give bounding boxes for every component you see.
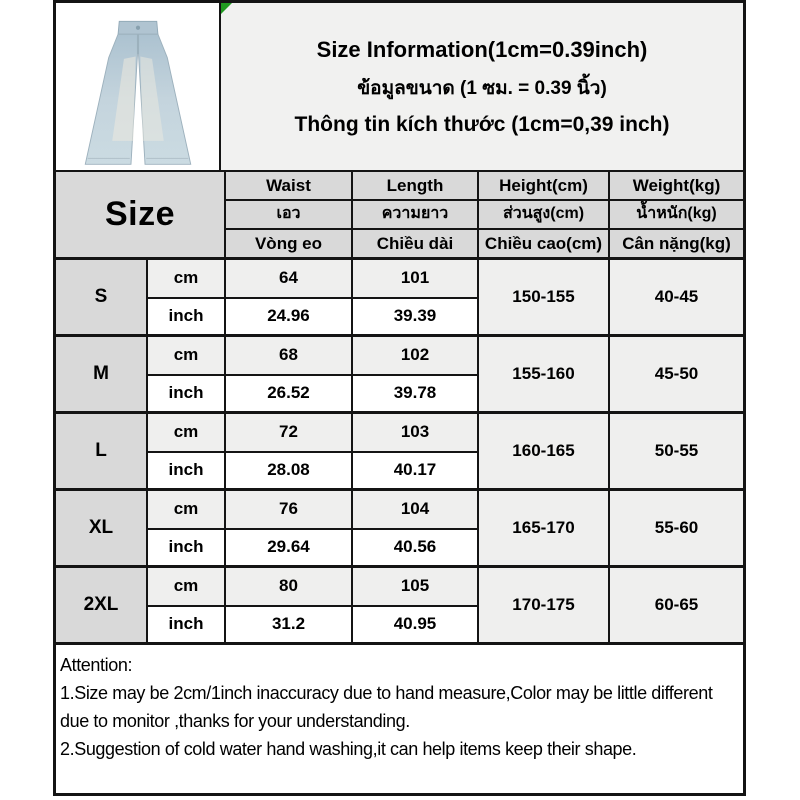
- s-length-inch: 39.39: [353, 299, 479, 338]
- s-weight: 40-45: [610, 260, 743, 337]
- title-vietnamese: Thông tin kích thước (1cm=0,39 inch): [294, 112, 670, 136]
- unit-inch: inch: [148, 376, 226, 415]
- title-block: [221, 3, 743, 170]
- col-header-weight-vi: Cân nặng(kg): [610, 230, 743, 260]
- xl-length-cm: 104: [353, 491, 479, 530]
- row-size-s: S: [56, 260, 148, 337]
- col-header-length-en: Length: [353, 172, 479, 201]
- m-weight: 45-50: [610, 337, 743, 414]
- s-waist-inch: 24.96: [226, 299, 353, 338]
- col-header-length-th: ความยาว: [353, 201, 479, 230]
- row-size-l: L: [56, 414, 148, 491]
- s-height: 150-155: [479, 260, 610, 337]
- m-waist-cm: 68: [226, 337, 353, 376]
- attention-line: 1.Size may be 2cm/1inch inaccuracy due to hand measure,Color may be little different: [60, 683, 713, 703]
- col-header-weight-th: น้ำหนัก(kg): [610, 201, 743, 230]
- title-thai: ข้อมูลขนาด (1 ซม. = 0.39 นิ้ว): [357, 77, 607, 99]
- l-length-cm: 103: [353, 414, 479, 453]
- col-header-height-en: Height(cm): [479, 172, 610, 201]
- l-waist-cm: 72: [226, 414, 353, 453]
- top-section: [56, 3, 743, 172]
- col-header-waist-th: เอว: [226, 201, 353, 230]
- col-header-length-vi: Chiều dài: [353, 230, 479, 260]
- xl-height: 165-170: [479, 491, 610, 568]
- l-waist-inch: 28.08: [226, 453, 353, 492]
- size-chart-frame: [53, 0, 746, 796]
- xl-weight: 55-60: [610, 491, 743, 568]
- m-length-inch: 39.78: [353, 376, 479, 415]
- product-photo-cell: [56, 3, 221, 170]
- attention-line: 2.Suggestion of cold water hand washing,it can help items keep their shape.: [60, 739, 637, 759]
- 2xl-weight: 60-65: [610, 568, 743, 645]
- xl-waist-cm: 76: [226, 491, 353, 530]
- s-waist-cm: 64: [226, 260, 353, 299]
- l-height: 160-165: [479, 414, 610, 491]
- col-header-waist-en: Waist: [226, 172, 353, 201]
- s-length-cm: 101: [353, 260, 479, 299]
- row-size-m: M: [56, 337, 148, 414]
- 2xl-waist-cm: 80: [226, 568, 353, 607]
- col-header-weight-en: Weight(kg): [610, 172, 743, 201]
- l-length-inch: 40.17: [353, 453, 479, 492]
- pants-image: [79, 19, 197, 169]
- xl-length-inch: 40.56: [353, 530, 479, 569]
- col-header-waist-vi: Vòng eo: [226, 230, 353, 260]
- xl-waist-inch: 29.64: [226, 530, 353, 569]
- col-header-height-th: ส่วนสูง(cm): [479, 201, 610, 230]
- m-height: 155-160: [479, 337, 610, 414]
- unit-cm: cm: [148, 260, 226, 299]
- 2xl-length-inch: 40.95: [353, 607, 479, 646]
- 2xl-waist-inch: 31.2: [226, 607, 353, 646]
- m-length-cm: 102: [353, 337, 479, 376]
- col-header-height-vi: Chiều cao(cm): [479, 230, 610, 260]
- unit-inch: inch: [148, 453, 226, 492]
- unit-cm: cm: [148, 491, 226, 530]
- l-weight: 50-55: [610, 414, 743, 491]
- unit-cm: cm: [148, 337, 226, 376]
- attention-line: due to monitor ,thanks for your understanding.: [60, 711, 410, 731]
- size-header-cell: Size: [56, 172, 226, 260]
- unit-inch: inch: [148, 607, 226, 646]
- green-corner-icon: [221, 3, 232, 14]
- attention-heading: Attention:: [60, 655, 133, 675]
- unit-cm: cm: [148, 414, 226, 453]
- 2xl-height: 170-175: [479, 568, 610, 645]
- unit-inch: inch: [148, 530, 226, 569]
- title-english: Size Information(1cm=0.39inch): [316, 36, 648, 62]
- unit-inch: inch: [148, 299, 226, 338]
- size-table: [56, 172, 743, 645]
- attention-notes: [56, 645, 743, 793]
- unit-cm: cm: [148, 568, 226, 607]
- row-size-xl: XL: [56, 491, 148, 568]
- m-waist-inch: 26.52: [226, 376, 353, 415]
- row-size-2xl: 2XL: [56, 568, 148, 645]
- 2xl-length-cm: 105: [353, 568, 479, 607]
